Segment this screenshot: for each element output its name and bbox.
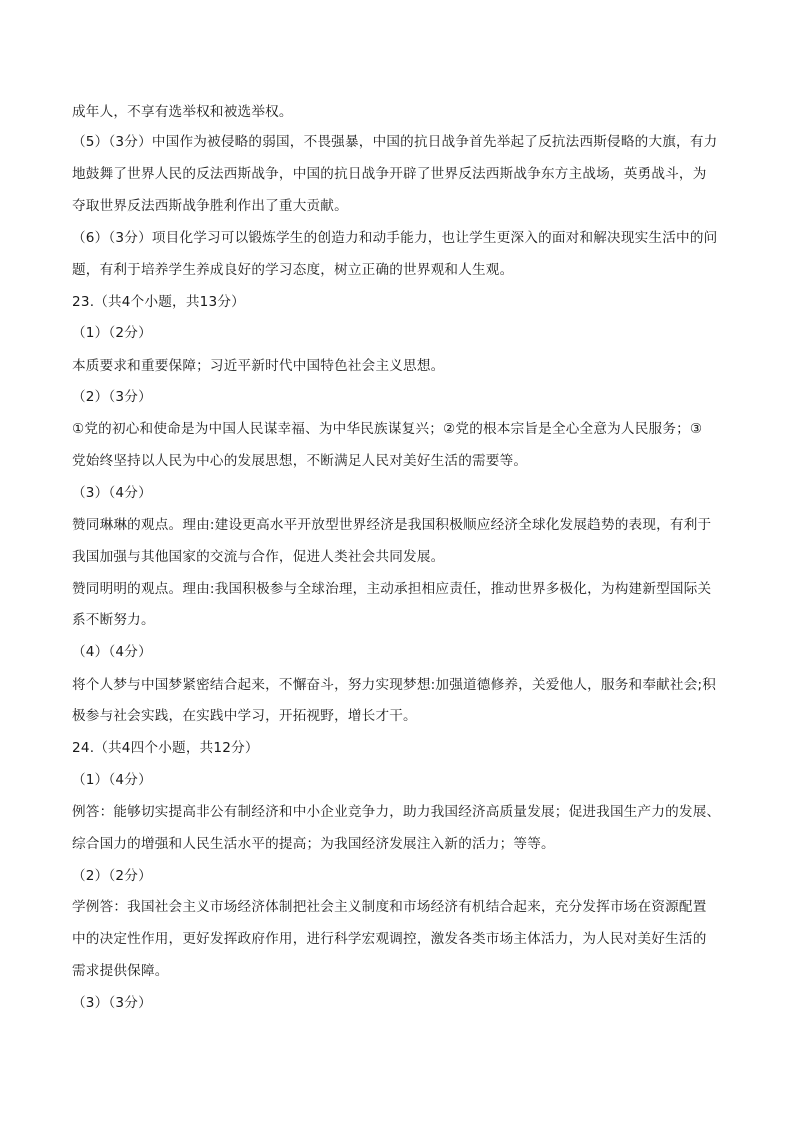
- text-line: 党始终坚持以人民为中心的发展思想，不断满足人民对美好生活的需要等。: [72, 453, 528, 469]
- question-number: （3）（3分）: [72, 995, 152, 1011]
- question-number: （2）（2分）: [72, 868, 152, 884]
- text-line: 将个人梦与中国梦紧密结合起来，不懈奋斗，努力实现梦想:加强道德修养，关爱他人，服务和奉献社会;积: [72, 677, 717, 693]
- text-line: 成年人，不享有选举权和被选举权。: [72, 104, 293, 120]
- section-heading: 23.（共4个小题，共13分）: [72, 294, 245, 310]
- text-line: （5）（3分）中国作为被侵略的弱国，不畏强暴，中国的抗日战争首先举起了反抗法西斯侵略的大旗，有力: [72, 134, 718, 150]
- text-line: 综合国力的增强和人民生活水平的提高；为我国经济发展注入新的活力；等等。: [72, 836, 555, 852]
- text-line: 题，有利于培养学生养成良好的学习态度，树立正确的世界观和人生观。: [72, 262, 514, 278]
- question-number: （1）（4分）: [72, 772, 152, 788]
- text-line: 例答：能够切实提高非公有制经济和中小企业竞争力，助力我国经济高质量发展；促进我国生产力的发展、: [72, 804, 721, 820]
- question-number: （4）（4分）: [72, 644, 152, 660]
- text-line: （6）（3分）项目化学习可以锻炼学生的创造力和动手能力，也让学生更深入的面对和解决现实生活中的问: [72, 230, 718, 246]
- text-line: 我国加强与其他国家的交流与合作，促进人类社会共同发展。: [72, 549, 445, 565]
- question-number: （2）（3分）: [72, 389, 152, 405]
- text-line: 极参与社会实践，在实践中学习，开拓视野，增长才干。: [72, 708, 417, 724]
- text-line: 系不断努力。: [72, 612, 155, 628]
- section-heading: 24.（共4四个小题，共12分）: [72, 740, 259, 756]
- text-line: 中的决定性作用，更好发挥政府作用，进行科学宏观调控，激发各类市场主体活力，为人民对美好生活的: [72, 931, 707, 947]
- text-line: 夺取世界反法西斯战争胜利作出了重大贡献。: [72, 198, 348, 214]
- text-line: 学例答：我国社会主义市场经济体制把社会主义制度和市场经济有机结合起来，充分发挥市场在资源配置: [72, 899, 707, 915]
- question-number: （1）（2分）: [72, 325, 152, 341]
- text-line: 地鼓舞了世界人民的反法西斯战争，中国的抗日战争开辟了世界反法西斯战争东方主战场，英勇战斗，为: [72, 166, 707, 182]
- text-line: 本质要求和重要保障；习近平新时代中国特色社会主义思想。: [72, 358, 445, 374]
- text-line: 赞同琳琳的观点。理由:建设更高水平开放型世界经济是我国积极顺应经济全球化发展趋势的表现，有利于: [72, 517, 712, 533]
- question-number: （3）（4分）: [72, 485, 152, 501]
- text-line: 需求提供保障。: [72, 963, 169, 979]
- text-line: 赞同明明的观点。理由:我国积极参与全球治理，主动承担相应责任，推动世界多极化，为构建新型国际关: [72, 581, 712, 597]
- text-line: ①党的初心和使命是为中国人民谋幸福、为中华民族谋复兴；②党的根本宗旨是全心全意为人民服务；③: [72, 421, 703, 437]
